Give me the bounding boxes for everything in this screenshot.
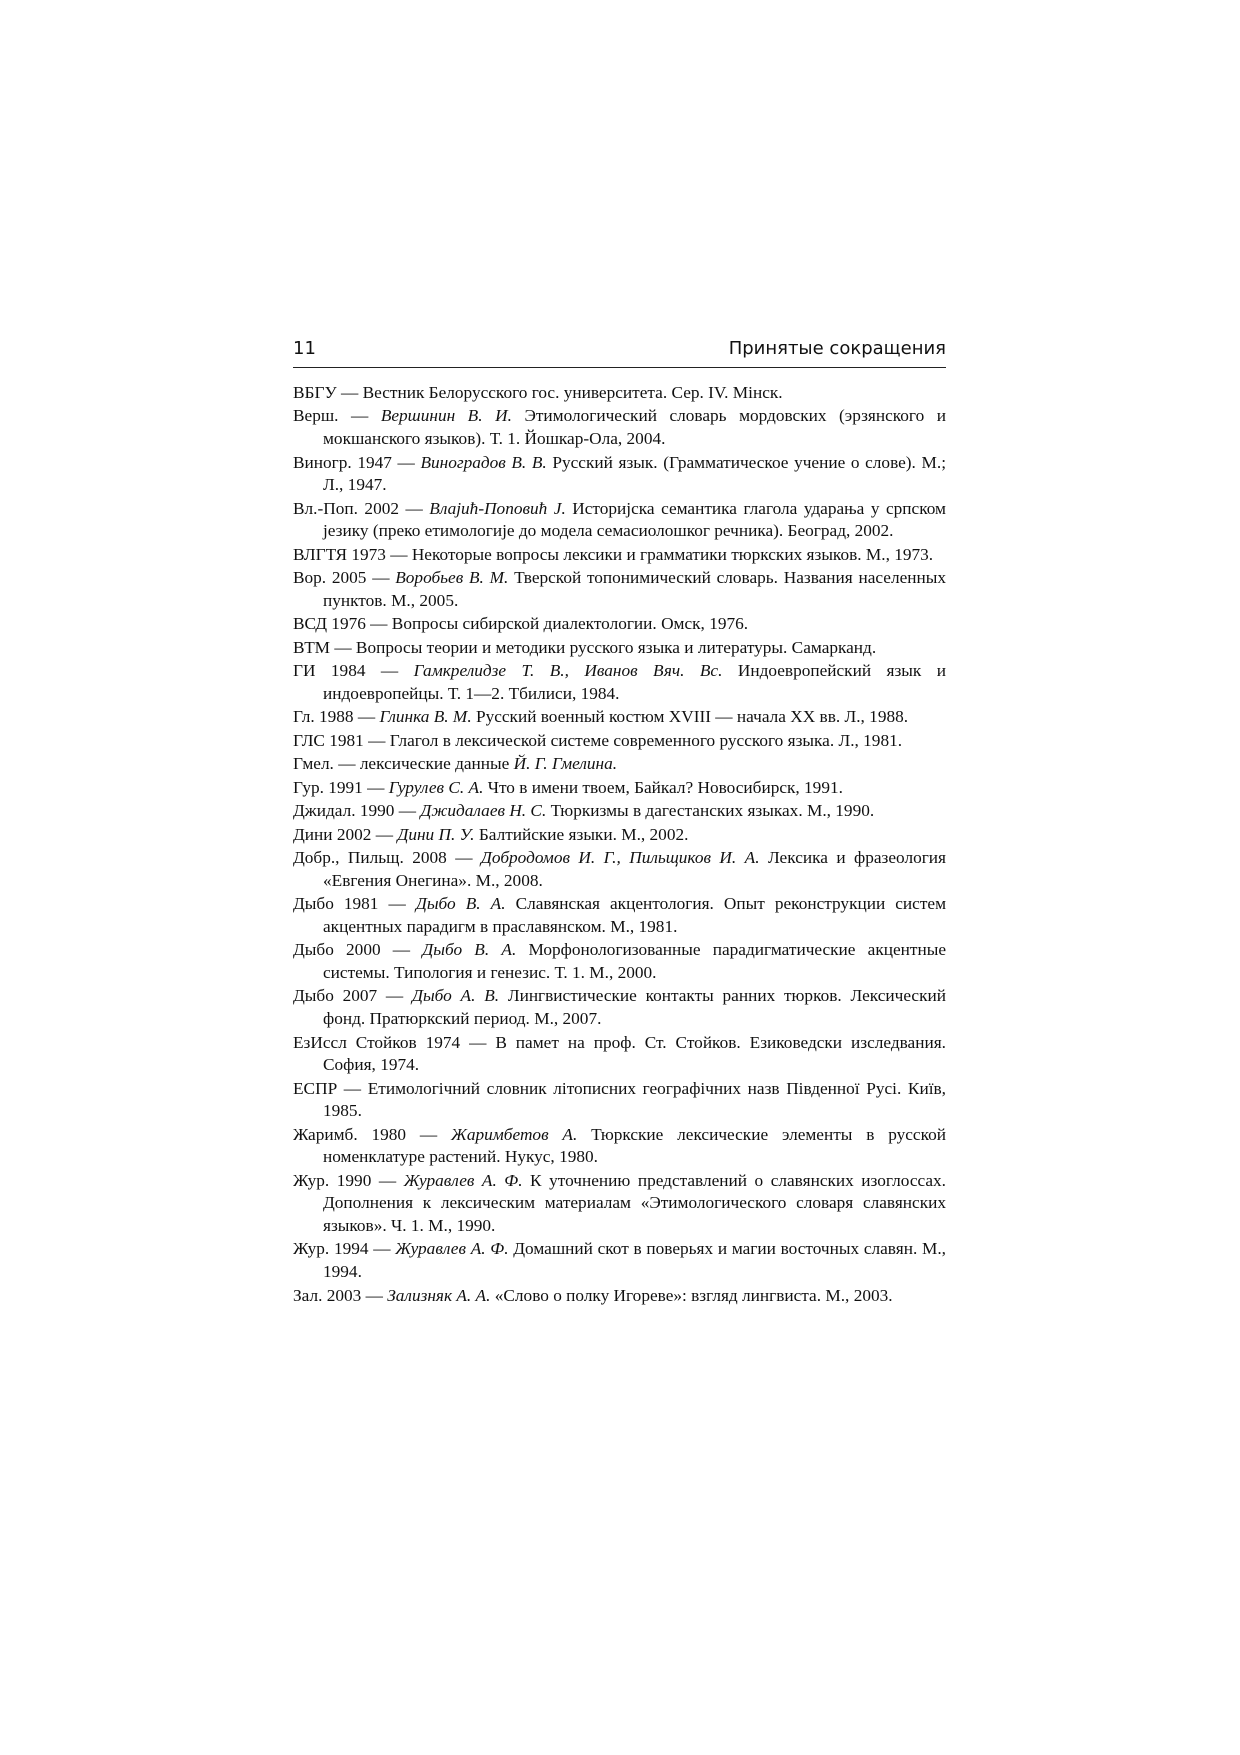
entry-abbr: Зал. 2003 — xyxy=(293,1285,388,1305)
list-item xyxy=(293,706,946,729)
entry-text: Лексика и фразеология «Евгения Онегина». М., 2008. xyxy=(323,848,946,890)
entry-author: Гамкрелидзе Т. В., Иванов Вяч. Вс. xyxy=(413,661,723,681)
list-item xyxy=(293,382,946,405)
entry-text: Тверской топонимический словарь. Названия населенных пунктов. М., 2005. xyxy=(323,568,947,610)
entry-abbr: Жаримб. 1980 — xyxy=(293,1124,452,1144)
entry-text: Славянская акцентология. Опыт реконструкции систем акцентных парадигм в праславянском. М., 1981. xyxy=(323,894,947,936)
book-page xyxy=(293,338,946,1308)
entry-abbr: ГЛС 1981 — xyxy=(293,730,390,750)
entry-abbr: ВЛГТЯ 1973 — xyxy=(293,544,412,564)
entry-abbr: Гур. 1991 — xyxy=(293,777,389,797)
entry-author: Гурулев С. А. xyxy=(388,777,484,797)
list-item xyxy=(293,985,946,1030)
entry-author: Дыбо А. В. xyxy=(411,986,500,1006)
entry-text: «Слово о полку Игореве»: взгляд лингвиста. М., 2003. xyxy=(490,1285,893,1305)
entry-author: Вершинин В. И. xyxy=(380,406,512,426)
list-item xyxy=(293,567,946,612)
entry-text: Некоторые вопросы лексики и грамматики тюркских языков. М., 1973. xyxy=(411,544,934,564)
entry-author: Журавлев А. Ф. xyxy=(403,1170,523,1190)
entry-text: Русский язык. (Грамматическое учение о слове). М.; Л., 1947. xyxy=(323,452,946,495)
list-item xyxy=(293,1285,946,1308)
list-item xyxy=(293,1124,946,1169)
list-item xyxy=(293,1170,946,1238)
entry-text: Этимологический словарь мордовских (эрзянского и мокшанского языков). Т. 1. Йошкар-Ола, 2004. xyxy=(323,406,946,449)
entry-abbr: ВСД 1976 — xyxy=(293,614,392,634)
entry-text: Тюркские лексические элементы в русской номенклатуре растений. Нукус, 1980. xyxy=(323,1124,947,1167)
entry-text: Морфонологизованные парадигматические акцентные системы. Типология и генезис. Т. 1. М., 2000. xyxy=(323,940,946,982)
entry-author: Й. Г. Гмелина. xyxy=(513,754,618,774)
list-item xyxy=(293,544,946,567)
list-item xyxy=(293,1238,946,1283)
entry-abbr: Добр., Пильщ. 2008 — xyxy=(293,848,481,868)
entry-author: Влајић-Поповић J. xyxy=(429,498,566,518)
entry-author: Глинка В. М. xyxy=(379,707,472,727)
entry-abbr: Дыбо 1981 — xyxy=(293,894,416,914)
entry-abbr: Виногр. 1947 — xyxy=(293,452,421,472)
list-item xyxy=(293,777,946,800)
list-item xyxy=(293,660,946,705)
entry-text: Что в имени твоем, Байкал? Новосибирск, 1991. xyxy=(483,777,843,797)
list-item xyxy=(293,730,946,753)
entry-text: Вопросы теории и методики русского языка и литературы. Самарканд. xyxy=(355,637,877,657)
list-item xyxy=(293,939,946,984)
entry-text: лексические данные xyxy=(359,754,514,774)
list-item xyxy=(293,637,946,660)
entry-abbr: Гл. 1988 — xyxy=(293,707,380,727)
entry-abbr: Дыбо 2007 — xyxy=(293,986,412,1006)
entry-abbr: Вор. 2005 — xyxy=(293,568,396,588)
page-number: 11 xyxy=(293,338,316,359)
list-item xyxy=(293,498,946,543)
entry-text: Балтийские языки. М., 2002. xyxy=(474,824,689,844)
entry-abbr: ГИ 1984 — xyxy=(293,661,414,681)
list-item xyxy=(293,824,946,847)
entry-text: Лингвистические контакты ранних тюрков. Лексический фонд. Пратюркский период. М., 2007. xyxy=(323,986,946,1029)
entry-author: Зализняк А. А. xyxy=(387,1285,491,1305)
entry-abbr: Жур. 1990 — xyxy=(293,1170,404,1190)
entry-text: Домашний скот в поверьях и магии восточных славян. М., 1994. xyxy=(323,1239,946,1282)
entry-abbr: Дини 2002 — xyxy=(293,824,398,844)
entry-abbr: ВТМ — xyxy=(293,637,356,657)
entry-text: Глагол в лексической системе современного русского языка. Л., 1981. xyxy=(389,730,903,750)
list-item xyxy=(293,613,946,636)
entry-abbr: ВБГУ — xyxy=(293,383,363,402)
entry-text: В памет на проф. Ст. Стойков. Езиковедски изследвания. София, 1974. xyxy=(323,1032,946,1075)
entry-author: Виноградов В. В. xyxy=(420,452,547,472)
entry-author: Дини П. У. xyxy=(397,824,475,844)
entry-author: Дыбо В. А. xyxy=(422,940,517,960)
entry-text: Русский военный костюм XVIII — начала XX вв. Л., 1988. xyxy=(471,707,909,727)
list-item xyxy=(293,800,946,823)
entry-abbr: Верш. — xyxy=(293,406,381,426)
entry-abbr: Вл.-Поп. 2002 — xyxy=(293,498,430,518)
entry-text: Индоевропейский язык и индоевропейцы. Т. 1—2. Тбилиси, 1984. xyxy=(323,661,946,703)
list-item xyxy=(293,847,946,892)
entry-author: Воробьев В. М. xyxy=(395,568,509,588)
entry-author: Журавлев А. Ф. xyxy=(395,1239,509,1259)
entry-text: Вестник Белорусского гос. университета. Сер. IV. Мінск. xyxy=(362,383,783,402)
list-item xyxy=(293,1078,946,1123)
list-item xyxy=(293,452,946,497)
entry-author: Жаримбетов А. xyxy=(451,1124,578,1144)
list-item xyxy=(293,753,946,776)
entry-abbr: ЕзИссл Стойков 1974 — xyxy=(293,1032,496,1052)
list-item xyxy=(293,1032,946,1077)
list-item xyxy=(293,893,946,938)
entry-abbr: Джидал. 1990 — xyxy=(293,801,421,821)
entry-text: Тюркизмы в дагестанских языках. М., 1990. xyxy=(546,801,875,821)
entry-author: Джидалаев Н. С. xyxy=(420,801,547,821)
entry-abbr: Гмел. — xyxy=(293,754,360,774)
running-head xyxy=(293,338,946,368)
entry-author: Дыбо В. А. xyxy=(415,894,506,914)
entry-abbr: Дыбо 2000 — xyxy=(293,940,423,960)
entry-text: Вопросы сибирской диалектологии. Омск, 1976. xyxy=(391,614,749,634)
entry-author: Добродомов И. Г., Пильщиков И. А. xyxy=(480,848,760,868)
entry-text: Етимологічний словник літописних географічних назв Південної Русі. Київ, 1985. xyxy=(323,1078,946,1121)
entry-abbr: Жур. 1994 — xyxy=(293,1239,396,1259)
entry-abbr: ЕСПР — xyxy=(293,1078,368,1098)
list-item xyxy=(293,405,946,450)
abbreviation-list xyxy=(293,382,946,1307)
section-title: Принятые сокращения xyxy=(728,338,946,359)
entry-text: Историјска семантика глагола ударања у српском језику (преко етимологије до модела семасиолошког речника). Београд, 2002. xyxy=(323,498,946,541)
entry-text: К уточнению представлений о славянских изоглоссах. Дополнения к лексическим материалам «Этимологического словаря славянских языков». Ч. 1. М., 1990. xyxy=(323,1170,947,1235)
